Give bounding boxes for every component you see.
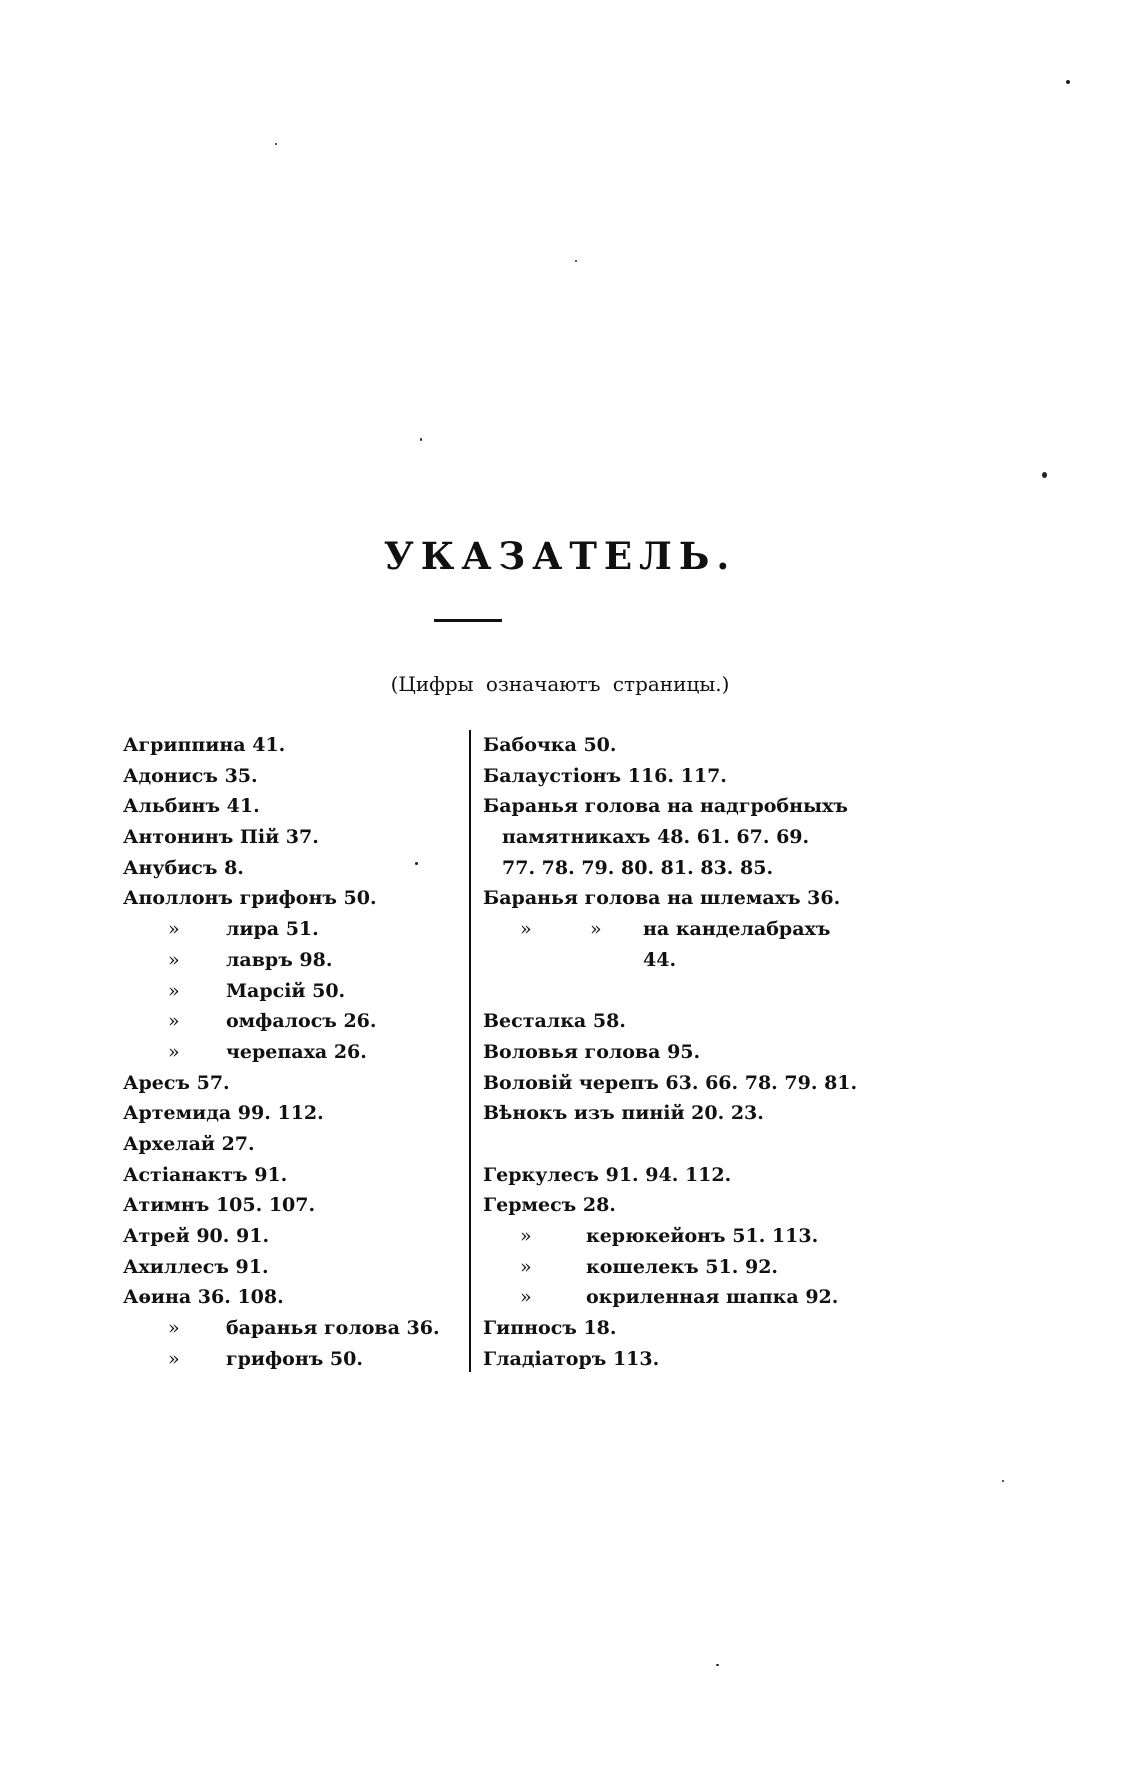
entry-text: Марсій 50. — [226, 979, 346, 1002]
index-title: УКАЗАТЕЛЬ. — [383, 534, 737, 578]
entry-text: Бабочка 50. — [483, 734, 617, 756]
entry-text: на канделабрахъ — [643, 918, 831, 941]
entry-continuation: 44. — [643, 948, 677, 971]
entry-text: окриленная шапка 92. — [586, 1286, 839, 1309]
entry-text: Гладіаторъ 113. — [483, 1347, 660, 1370]
index-subtitle: (Цифры означаютъ страницы.) — [390, 672, 730, 696]
index-entry — [483, 883, 843, 914]
index-entry — [483, 1252, 843, 1283]
ditto-mark: » — [520, 1255, 532, 1278]
index-entry — [123, 1221, 453, 1252]
ditto-mark: » — [168, 979, 180, 1002]
entry-text: кошелекъ 51. 92. — [586, 1255, 779, 1278]
index-entry — [123, 945, 453, 976]
entry-text: Астіанактъ 91. — [123, 1163, 288, 1186]
print-speck — [420, 438, 422, 441]
ditto-mark: » — [168, 948, 180, 971]
index-entry — [483, 1313, 843, 1344]
index-entry — [123, 1344, 453, 1375]
index-entry — [123, 914, 453, 945]
index-entry — [483, 1037, 843, 1068]
left-index-column — [123, 730, 453, 1374]
index-entry — [123, 1282, 453, 1313]
index-entry — [123, 976, 453, 1007]
ditto-mark: » — [168, 918, 180, 941]
index-entry — [483, 761, 843, 792]
index-entry — [483, 1282, 843, 1313]
entry-continuation: памятникахъ 48. 61. 67. 69. — [502, 826, 810, 849]
entry-text: Баранья голова на надгробныхъ — [483, 795, 848, 818]
print-speck — [415, 862, 418, 865]
entry-text: Баранья голова на шлемахъ 36. — [483, 887, 841, 910]
blank-line — [483, 1129, 843, 1160]
index-entry — [123, 1190, 453, 1221]
entry-text: Аполлонъ грифонъ 50. — [123, 887, 377, 910]
index-entry — [123, 1098, 453, 1129]
entry-text: Вѣнокъ изъ пиній 20. 23. — [483, 1102, 764, 1125]
index-entry — [483, 1068, 858, 1099]
entry-text: Архелай 27. — [123, 1132, 255, 1155]
entry-text: лира 51. — [226, 918, 319, 941]
index-entry — [123, 853, 453, 884]
index-entry — [123, 791, 453, 822]
entry-text: Атимнъ 105. 107. — [123, 1194, 316, 1217]
entry-text: Антонинъ Пій 37. — [123, 826, 319, 849]
entry-continuation: 77. 78. 79. 80. 81. 83. 85. — [502, 856, 774, 879]
entry-text: Балаустіонъ 116. 117. — [483, 764, 727, 787]
entry-text: баранья голова 36. — [226, 1317, 440, 1340]
print-speck — [1066, 80, 1070, 84]
ditto-mark: » — [168, 1317, 180, 1340]
index-entry — [483, 1098, 843, 1129]
ditto-mark: » — [168, 1010, 180, 1033]
index-entry — [123, 883, 453, 914]
index-entry — [123, 1006, 453, 1037]
ditto-mark: » — [520, 1286, 532, 1309]
index-entry — [483, 914, 843, 945]
index-entry — [483, 791, 848, 822]
print-speck — [575, 260, 577, 262]
index-entry — [123, 761, 453, 792]
entry-text: Ахиллесъ 91. — [123, 1255, 269, 1278]
index-entry — [123, 1037, 453, 1068]
index-entry — [483, 1006, 843, 1037]
index-entry — [483, 853, 843, 884]
index-entry — [123, 822, 453, 853]
ditto-mark: » — [168, 1347, 180, 1370]
blank-line — [483, 976, 843, 1007]
print-speck — [716, 1664, 719, 1666]
ditto-mark: » — [520, 1225, 532, 1247]
ditto-mark: » — [168, 1040, 180, 1063]
entry-text: керюкейонъ 51. 113. — [586, 1225, 819, 1247]
index-entry — [123, 1068, 453, 1099]
entry-text: Анубисъ 8. — [123, 856, 244, 879]
entry-text: Геркулесъ 91. 94. 112. — [483, 1163, 732, 1186]
entry-text: Адонисъ 35. — [123, 764, 258, 787]
index-entry — [123, 1252, 453, 1283]
entry-text: грифонъ 50. — [226, 1347, 363, 1370]
entry-text: черепаха 26. — [226, 1040, 367, 1063]
index-entry — [483, 1344, 843, 1375]
entry-text: Воловій черепъ 63. 66. 78. 79. 81. — [483, 1071, 858, 1094]
index-entry — [123, 1160, 453, 1191]
entry-text: Гипносъ 18. — [483, 1317, 617, 1340]
index-entry — [483, 1160, 843, 1191]
index-entry — [483, 822, 843, 853]
index-entry — [123, 730, 453, 761]
column-divider — [469, 730, 471, 1372]
ditto-mark: » — [590, 918, 602, 941]
ditto-mark: » — [520, 918, 532, 941]
entry-text: лавръ 98. — [226, 948, 333, 971]
entry-text: Альбинъ 41. — [123, 795, 260, 818]
print-speck — [1002, 1480, 1004, 1482]
index-entry — [483, 1190, 843, 1221]
index-entry — [123, 1313, 453, 1344]
index-entry — [483, 1221, 843, 1252]
index-entry — [123, 1129, 453, 1160]
entry-text: Воловья голова 95. — [483, 1040, 701, 1063]
print-speck — [275, 143, 277, 145]
print-speck — [1042, 472, 1047, 478]
entry-text: Артемида 99. 112. — [123, 1102, 324, 1125]
entry-text: омфалосъ 26. — [226, 1010, 377, 1033]
entry-text: Агриппина 41. — [123, 734, 286, 756]
entry-text: Весталка 58. — [483, 1010, 626, 1033]
entry-text: Аресъ 57. — [123, 1071, 230, 1094]
title-rule — [434, 619, 502, 622]
entry-text: Гермесъ 28. — [483, 1194, 616, 1217]
index-entry — [483, 730, 843, 761]
right-index-column — [483, 730, 858, 1374]
entry-text: Атрей 90. 91. — [123, 1225, 270, 1247]
index-entry — [483, 945, 843, 976]
entry-text: Аѳина 36. 108. — [123, 1286, 284, 1309]
